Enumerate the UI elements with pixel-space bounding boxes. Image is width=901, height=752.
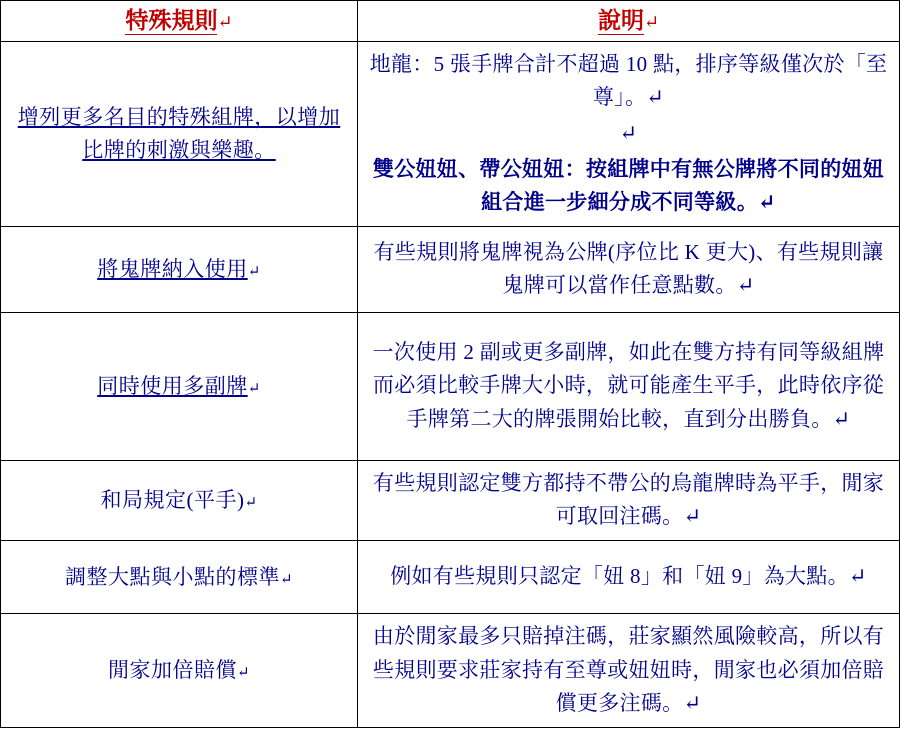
rule-cell xyxy=(1,540,358,613)
paragraph-mark: ↵ xyxy=(643,12,660,32)
description-cell xyxy=(358,613,900,727)
table-row xyxy=(1,41,900,226)
paragraph-mark: ↵ xyxy=(247,380,261,397)
table-header-row xyxy=(1,1,900,42)
paragraph-mark: ↵ xyxy=(247,263,261,280)
table-row xyxy=(1,226,900,312)
description-cell xyxy=(358,226,900,312)
description-cell xyxy=(358,41,900,226)
rule-cell xyxy=(1,41,358,226)
description-paragraph: 地龍：5 張手牌合計不超過 10 點，排序等級僅次於「至尊」。↵ xyxy=(369,51,888,110)
description-paragraph: 例如有些規則只認定「妞 8」和「妞 9」為大點。↵ xyxy=(390,564,867,589)
column-header-description-label: 說明 xyxy=(597,8,644,33)
column-header-rule xyxy=(1,1,358,42)
paragraph-mark: ↵ xyxy=(244,495,258,512)
paragraph-mark: ↵ xyxy=(217,12,233,32)
table-row xyxy=(1,613,900,727)
rule-cell xyxy=(1,226,358,312)
description-cell xyxy=(358,312,900,460)
rule-label: 增列更多名目的特殊組牌，以增加比牌的刺激與樂趣。 xyxy=(17,105,341,162)
description-paragraph: 雙公妞妞、帶公妞妞：按組牌中有無公牌將不同的妞妞組合進一步細分成不同等級。↵ xyxy=(372,156,885,215)
rule-cell xyxy=(1,613,358,727)
column-header-rule-label: 特殊規則 xyxy=(125,8,218,33)
description-paragraph: 一次使用 2 副或更多副牌，如此在雙方持有同等級組牌而必須比較手牌大小時，就可能產生平手，此時依序從手牌第二大的牌張開始比較，直到分出勝負。↵ xyxy=(372,339,885,432)
rule-label: 同時使用多副牌 xyxy=(97,373,248,398)
rule-label: 和局規定(平手) xyxy=(100,488,245,513)
table-row xyxy=(1,540,900,613)
table-row xyxy=(1,460,900,540)
description-paragraph: 有些規則認定雙方都持不帶公的烏龍牌時為平手，閒家可取回注碼。↵ xyxy=(372,470,885,529)
description-paragraph-blank: ↵ xyxy=(619,120,638,145)
rule-label: 調整大點與小點的標準 xyxy=(64,564,280,589)
rule-label: 閒家加倍賠償 xyxy=(107,658,237,683)
description-cell xyxy=(358,460,900,540)
column-header-description xyxy=(358,1,900,42)
description-paragraph: 由於閒家最多只賠掉注碼，莊家顯然風險較高，所以有些規則要求莊家持有至尊或妞妞時，閒家也必須加倍賠償更多注碼。↵ xyxy=(372,623,885,716)
rule-cell xyxy=(1,312,358,460)
description-paragraph: 有些規則將鬼牌視為公牌(序位比 K 更大)、有些規則讓鬼牌可以當作任意點數。↵ xyxy=(373,239,884,298)
rule-label: 將鬼牌納入使用 xyxy=(97,256,248,281)
table-row xyxy=(1,312,900,460)
description-cell xyxy=(358,540,900,613)
rule-cell xyxy=(1,460,358,540)
paragraph-mark: ↵ xyxy=(279,571,294,588)
paragraph-mark: ↵ xyxy=(236,665,251,682)
